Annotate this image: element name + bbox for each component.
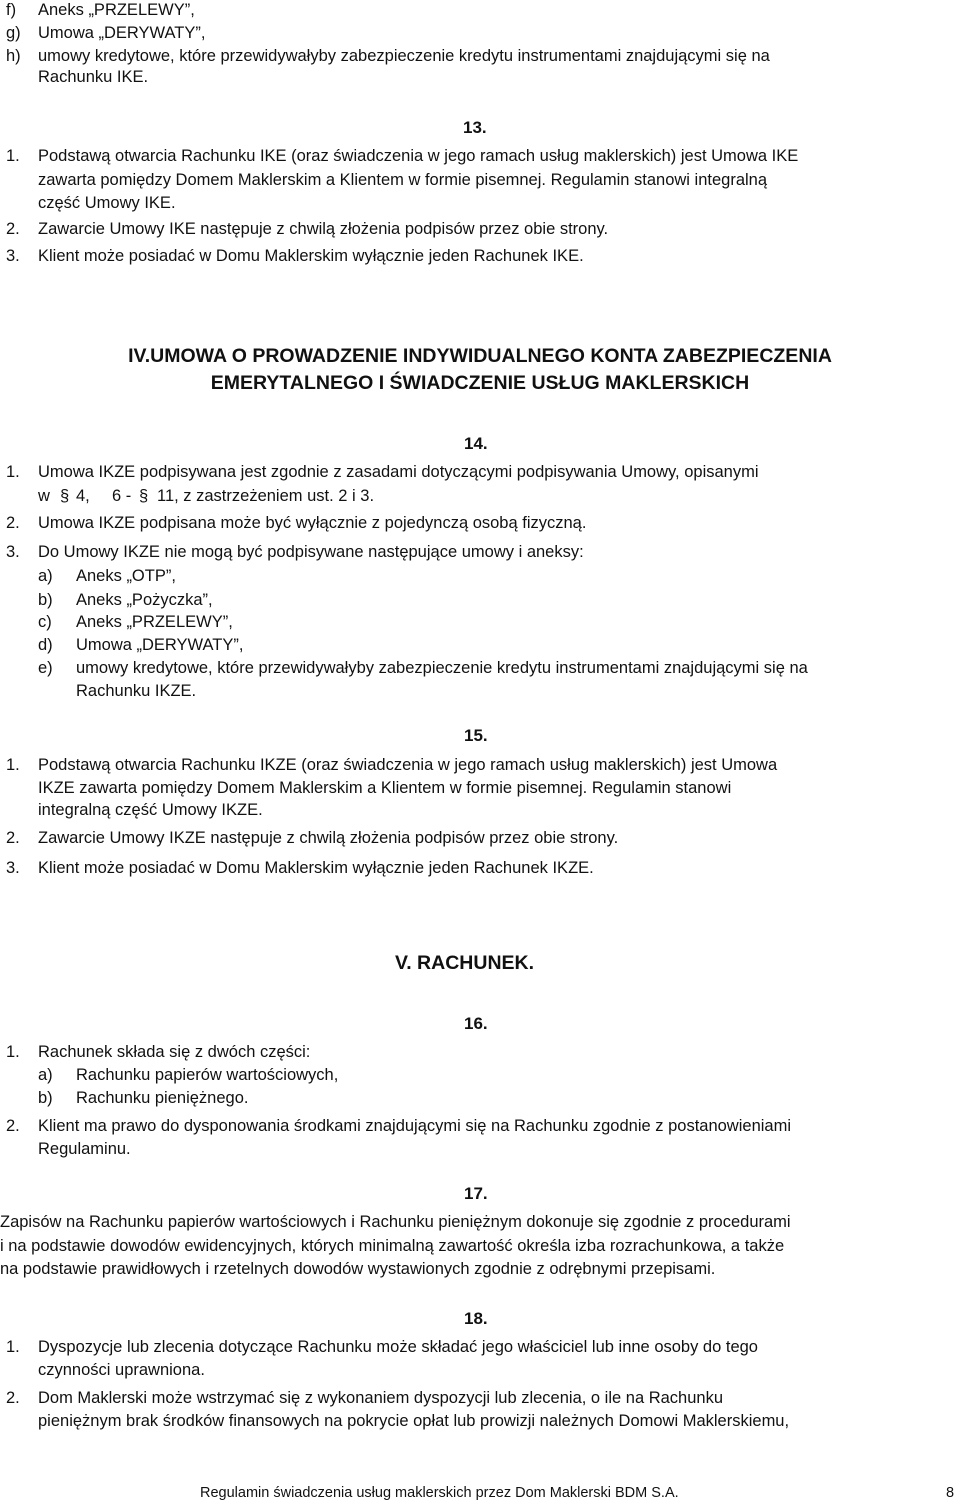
paragraph-number-13: 13. (463, 118, 487, 137)
item-text: Do Umowy IKZE nie mogą być podpisywane następujące umowy i aneksy: (38, 543, 584, 561)
list-text: Rachunku IKE. (38, 68, 149, 86)
item-text: Umowa IKZE podpisywana jest zgodnie z zasadami dotyczącymi podpisywania Umowy, opisanymi (38, 463, 759, 481)
item-number: 2. (6, 514, 20, 532)
body-line: Zapisów na Rachunku papierów wartościowych i Rachunku pieniężnym dokonuje się zgodnie z procedurami (0, 1213, 791, 1231)
item-text: Regulaminu. (38, 1140, 131, 1158)
item-number: 3. (6, 543, 20, 561)
paragraph-number-17: 17. (464, 1184, 488, 1203)
item-text: IKZE zawarta pomiędzy Domem Maklerskim a Klientem w formie pisemnej. Regulamin stanowi (38, 779, 732, 797)
item-text: Dom Maklerski może wstrzymać się z wykonaniem dyspozycji lub zlecenia, o ile na Rachunku (38, 1389, 724, 1407)
sub-list-text: Aneks „Pożyczka”, (76, 591, 213, 609)
section-heading-line2: EMERYTALNEGO I ŚWIADCZENIE USŁUG MAKLERSKICH (210, 372, 750, 394)
list-marker: h) (6, 47, 21, 65)
sub-list-marker: b) (38, 591, 53, 609)
body-line: na podstawie prawidłowych i rzetelnych dowodów wystawionych zgodnie z odrębnymi przepisami. (0, 1260, 716, 1278)
sub-list-text: Rachunku IKZE. (76, 682, 197, 700)
item-text: Umowa IKZE podpisana może być wyłącznie z pojedynczą osobą fizyczną. (38, 514, 587, 532)
item-text: Podstawą otwarcia Rachunku IKZE (oraz świadczenia w jego ramach usług maklerskich) jest Umowa (38, 756, 778, 774)
item-text: Rachunek składa się z dwóch części: (38, 1043, 311, 1061)
paragraph-sign-icon: § (60, 487, 70, 505)
list-marker: g) (6, 24, 21, 42)
item-text: Dyspozycje lub zlecenia dotyczące Rachunku może składać jego właściciel lub inne osoby do tego (38, 1338, 758, 1356)
sub-list-text: Aneks „OTP”, (76, 567, 176, 585)
item-number: 2. (6, 1117, 20, 1135)
sub-list-marker: a) (38, 567, 53, 585)
item-text: czynności uprawniona. (38, 1361, 205, 1379)
item-text: 6 - (112, 487, 132, 505)
sub-list-text: Rachunku papierów wartościowych, (76, 1066, 339, 1084)
item-number: 2. (6, 829, 20, 847)
list-text: Umowa „DERYWATY”, (38, 24, 206, 42)
item-number: 2. (6, 1389, 20, 1407)
list-marker: f) (6, 1, 17, 19)
sub-list-marker: e) (38, 659, 53, 677)
item-number: 1. (6, 463, 20, 481)
item-text: Klient może posiadać w Domu Maklerskim wyłącznie jeden Rachunek IKZE. (38, 859, 594, 877)
item-text: w (38, 487, 50, 505)
item-text: 4, (76, 487, 90, 505)
item-number: 2. (6, 220, 20, 238)
page-footer: Regulamin świadczenia usług maklerskich przez Dom Maklerski BDM S.A. (200, 1485, 679, 1501)
sub-list-text: Umowa „DERYWATY”, (76, 636, 244, 654)
paragraph-number-16: 16. (464, 1014, 488, 1033)
paragraph-number-14: 14. (464, 434, 488, 453)
section-heading: V. RACHUNEK. (395, 952, 535, 974)
item-number: 3. (6, 247, 20, 265)
item-text: Podstawą otwarcia Rachunku IKE (oraz świadczenia w jego ramach usług maklerskich) jest Umowa IKE (38, 147, 799, 165)
paragraph-sign-icon: § (139, 487, 149, 505)
section-heading-line1: IV.UMOWA O PROWADZENIE INDYWIDUALNEGO KONTA ZABEZPIECZENIA (128, 345, 832, 367)
item-text: Klient może posiadać w Domu Maklerskim wyłącznie jeden Rachunek IKE. (38, 247, 584, 265)
item-text: 11, z zastrzeżeniem ust. 2 i 3. (157, 487, 375, 505)
item-text: Zawarcie Umowy IKZE następuje z chwilą złożenia podpisów przez obie strony. (38, 829, 619, 847)
sub-list-marker: a) (38, 1066, 53, 1084)
list-text: Aneks „PRZELEWY”, (38, 1, 195, 19)
item-text: część Umowy IKE. (38, 194, 176, 212)
sub-list-text: Rachunku pieniężnego. (76, 1089, 249, 1107)
item-text: Klient ma prawo do dysponowania środkami znajdującymi się na Rachunku zgodnie z postanowieniami (38, 1117, 791, 1135)
item-text: Zawarcie Umowy IKE następuje z chwilą złożenia podpisów przez obie strony. (38, 220, 609, 238)
list-text: umowy kredytowe, które przewidywałyby zabezpieczenie kredytu instrumentami znajdującymi się na (38, 47, 770, 65)
item-text: pieniężnym brak środków finansowych na pokrycie opłat lub prowizji należnych Domowi Maklerskiemu, (38, 1412, 790, 1430)
body-line: i na podstawie dowodów ewidencyjnych, których minimalną zawartość określa izba rozrachunkowa, a także (0, 1237, 785, 1255)
sub-list-text: Aneks „PRZELEWY”, (76, 613, 233, 631)
item-number: 1. (6, 756, 20, 774)
sub-list-marker: c) (38, 613, 52, 631)
sub-list-text: umowy kredytowe, które przewidywałyby zabezpieczenie kredytu instrumentami znajdującymi się na (76, 659, 808, 677)
page-number: 8 (946, 1485, 955, 1501)
item-number: 3. (6, 859, 20, 877)
item-text: integralną część Umowy IKZE. (38, 801, 263, 819)
item-text: zawarta pomiędzy Domem Maklerskim a Klientem w formie pisemnej. Regulamin stanowi integralną (38, 171, 768, 189)
sub-list-marker: d) (38, 636, 53, 654)
item-number: 1. (6, 147, 20, 165)
paragraph-number-18: 18. (464, 1309, 488, 1328)
item-number: 1. (6, 1338, 20, 1356)
paragraph-number-15: 15. (464, 726, 488, 745)
item-number: 1. (6, 1043, 20, 1061)
sub-list-marker: b) (38, 1089, 53, 1107)
